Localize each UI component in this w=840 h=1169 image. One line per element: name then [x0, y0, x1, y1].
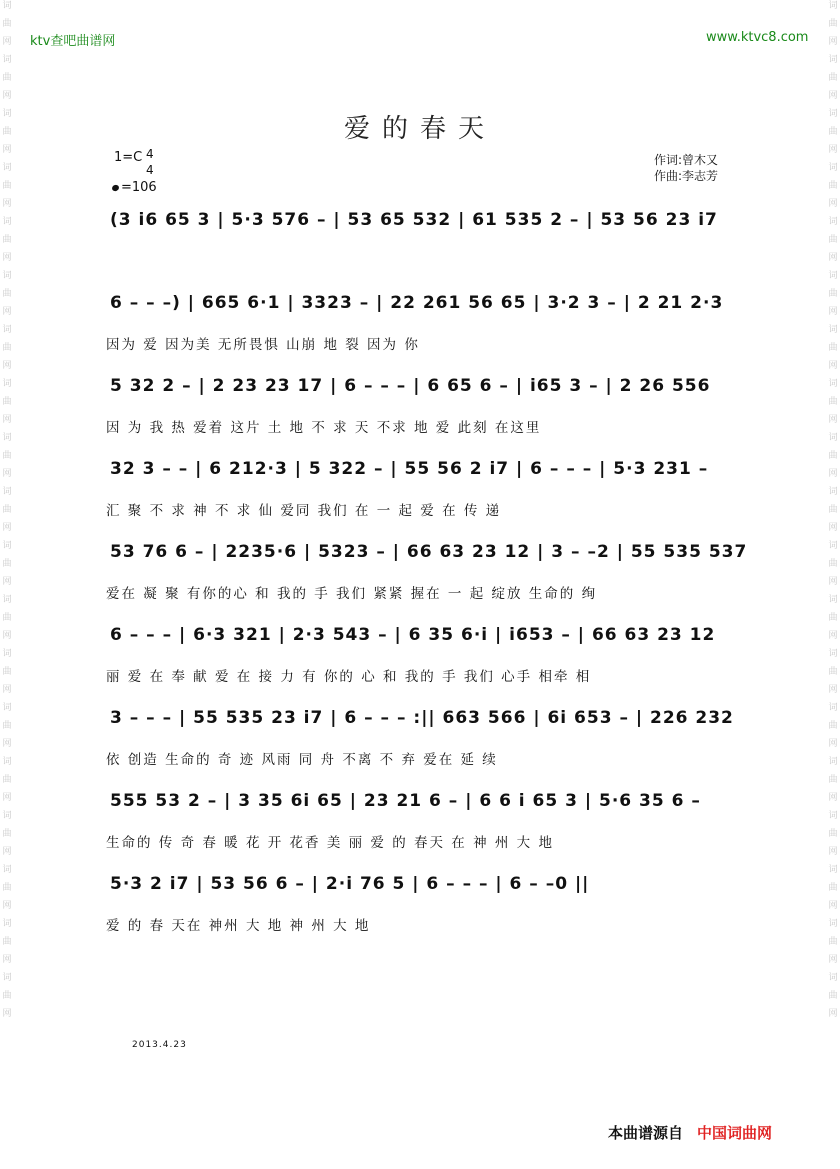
watermark-char: 曲	[2, 127, 12, 137]
watermark-char: 曲	[828, 181, 838, 191]
watermark-char: 词	[2, 1, 12, 11]
watermark-char: 词	[2, 919, 12, 929]
watermark-char: 词	[828, 811, 838, 821]
watermark-char: 曲	[828, 775, 838, 785]
watermark-char: 网	[2, 145, 12, 155]
watermark-char: 网	[828, 523, 838, 533]
notation-line	[106, 370, 754, 400]
watermark-char: 词	[828, 595, 838, 605]
watermark-strip-right	[826, 0, 840, 1169]
watermark-char: 曲	[828, 613, 838, 623]
watermark-char: 网	[2, 901, 12, 911]
credits	[654, 152, 718, 184]
watermark-char: 网	[2, 685, 12, 695]
watermark-char: 网	[828, 955, 838, 965]
watermark-char: 网	[2, 523, 12, 533]
notation-line	[106, 619, 754, 649]
time-numerator: 4	[146, 147, 154, 161]
watermark-char: 词	[2, 865, 12, 875]
watermark-char: 词	[2, 757, 12, 767]
watermark-char: 词	[828, 757, 838, 767]
lyric-line: 因 为 我 热 爱着 这片 土 地 不 求 天 不求 地 爱 此刻 在这里	[106, 420, 542, 436]
watermark-char: 曲	[2, 289, 12, 299]
notation-text: 6 – – – | 6·3 321 | 2·3 543 – | 6 35 6·i | i653 – | 66 63 23 12	[110, 625, 716, 645]
watermark-char: 词	[2, 325, 12, 335]
watermark-char: 曲	[828, 559, 838, 569]
watermark-char: 曲	[2, 343, 12, 353]
watermark-char: 曲	[2, 883, 12, 893]
watermark-char: 网	[828, 91, 838, 101]
watermark-char: 曲	[2, 721, 12, 731]
lyric-line: 爱 的 春 天在 神州 大 地 神 州 大 地	[106, 918, 371, 934]
notation-text: 53 76 6 – | 2235·6 | 5323 – | 66 63 23 12 | 3 – –2 | 55 535 537	[110, 542, 748, 562]
watermark-char: 曲	[2, 937, 12, 947]
notation-line	[106, 785, 754, 815]
watermark-char: 词	[2, 55, 12, 65]
watermark-char: 网	[828, 577, 838, 587]
watermark-char: 词	[2, 433, 12, 443]
watermark-strip-left	[0, 0, 14, 1169]
site-name-left: ktv查吧曲谱网	[30, 34, 116, 49]
watermark-char: 曲	[2, 73, 12, 83]
watermark-char: 曲	[2, 991, 12, 1001]
watermark-char: 词	[828, 865, 838, 875]
watermark-char: 词	[2, 973, 12, 983]
source-label: 本曲谱源自	[608, 1124, 684, 1142]
watermark-char: 词	[2, 811, 12, 821]
watermark-char: 网	[828, 37, 838, 47]
watermark-char: 曲	[828, 235, 838, 245]
watermark-char: 曲	[2, 829, 12, 839]
composer: 作曲:李志芳	[654, 169, 719, 183]
notation-text: 5 32 2 – | 2 23 23 17 | 6 – – – | 6 65 6 – | i65 3 – | 2 26 556	[110, 376, 711, 396]
watermark-char: 曲	[2, 397, 12, 407]
watermark-char: 网	[2, 793, 12, 803]
lyric-line: 爱在 凝 聚 有你的心 和 我的 手 我们 紧紧 握在 一 起 绽放 生命的 绚	[106, 586, 598, 602]
source-footer	[608, 1122, 772, 1143]
watermark-char: 曲	[828, 19, 838, 29]
watermark-char: 网	[828, 253, 838, 263]
watermark-char: 曲	[2, 235, 12, 245]
watermark-char: 曲	[828, 667, 838, 677]
notation-text: 3 – – – | 55 535 23 i7 | 6 – – – :|| 663 566 | 6i 653 – | 226 232	[110, 708, 734, 728]
watermark-char: 网	[2, 415, 12, 425]
notation-text: 6 – – –) | 665 6·1 | 3323 – | 22 261 56 65 | 3·2 3 – | 2 21 2·3	[110, 293, 724, 313]
watermark-char: 网	[2, 631, 12, 641]
notation-text: 32 3 – – | 6 212·3 | 5 322 – | 55 56 2 i7 | 6 – – – | 5·3 231 –	[110, 459, 709, 479]
key-signature: 1=C	[114, 150, 143, 165]
lyric-line: 生命的 传 奇 春 暖 花 开 花香 美 丽 爱 的 春天 在 神 州 大 地	[106, 835, 554, 851]
watermark-char: 曲	[828, 451, 838, 461]
watermark-char: 曲	[2, 505, 12, 515]
watermark-char: 词	[828, 55, 838, 65]
watermark-char: 词	[828, 109, 838, 119]
watermark-char: 词	[2, 217, 12, 227]
watermark-char: 曲	[828, 883, 838, 893]
lyric-line: 因为 爱 因为美 无所畏惧 山崩 地 裂 因为 你	[106, 337, 420, 353]
watermark-char: 曲	[2, 451, 12, 461]
watermark-char: 网	[2, 91, 12, 101]
watermark-char: 网	[2, 37, 12, 47]
watermark-char: 网	[828, 901, 838, 911]
watermark-char: 词	[2, 163, 12, 173]
site-url-right: www.ktvc8.com	[706, 30, 809, 45]
watermark-char: 网	[2, 739, 12, 749]
watermark-char: 网	[2, 955, 12, 965]
watermark-char: 曲	[2, 775, 12, 785]
notation-text: 5·3 2 i7 | 53 56 6 – | 2·i 76 5 | 6 – – – | 6 – –0 ||	[110, 874, 590, 894]
notation-line	[106, 453, 754, 483]
watermark-char: 网	[2, 253, 12, 263]
lyric-line: 依 创造 生命的 奇 迹 风雨 同 舟 不离 不 弃 爱在 延 续	[106, 752, 498, 768]
watermark-char: 曲	[828, 343, 838, 353]
watermark-char: 网	[828, 145, 838, 155]
watermark-char: 词	[828, 217, 838, 227]
watermark-char: 曲	[2, 19, 12, 29]
watermark-char: 曲	[2, 181, 12, 191]
notation-line	[106, 287, 754, 317]
watermark-char: 网	[828, 361, 838, 371]
notation-line	[106, 536, 754, 566]
watermark-char: 网	[828, 199, 838, 209]
watermark-char: 网	[828, 1009, 838, 1019]
watermark-char: 词	[2, 649, 12, 659]
watermark-char: 网	[828, 739, 838, 749]
watermark-char: 网	[828, 469, 838, 479]
watermark-char: 词	[2, 271, 12, 281]
quarter-note-icon	[111, 184, 120, 192]
watermark-char: 词	[828, 919, 838, 929]
watermark-char: 网	[2, 577, 12, 587]
watermark-char: 网	[2, 847, 12, 857]
watermark-char: 词	[2, 703, 12, 713]
watermark-char: 曲	[828, 829, 838, 839]
watermark-char: 词	[828, 163, 838, 173]
watermark-char: 词	[2, 379, 12, 389]
source-brand[interactable]: 中国词曲网	[697, 1124, 773, 1142]
watermark-char: 词	[2, 487, 12, 497]
watermark-char: 网	[828, 685, 838, 695]
notation-line	[106, 702, 754, 732]
notation-text: 555 53 2 – | 3 35 6i 65 | 23 21 6 – | 6 6 i 65 3 | 5·6 35 6 –	[110, 791, 701, 811]
watermark-char: 网	[828, 415, 838, 425]
watermark-char: 曲	[828, 721, 838, 731]
date: 2013.4.23	[132, 1040, 187, 1050]
watermark-char: 词	[2, 109, 12, 119]
watermark-char: 曲	[828, 937, 838, 947]
watermark-char: 词	[828, 379, 838, 389]
notation-line	[106, 868, 754, 898]
watermark-char: 曲	[828, 397, 838, 407]
watermark-char: 曲	[2, 613, 12, 623]
watermark-char: 词	[2, 595, 12, 605]
watermark-char: 网	[2, 307, 12, 317]
watermark-char: 词	[2, 541, 12, 551]
watermark-char: 网	[2, 199, 12, 209]
watermark-char: 曲	[828, 127, 838, 137]
watermark-char: 曲	[828, 289, 838, 299]
watermark-char: 网	[828, 307, 838, 317]
watermark-char: 网	[828, 847, 838, 857]
watermark-char: 词	[828, 541, 838, 551]
lyric-line: 丽 爱 在 奉 献 爱 在 接 力 有 你的 心 和 我的 手 我们 心手 相牵 相	[106, 669, 592, 685]
time-signature	[146, 146, 154, 178]
watermark-char: 曲	[828, 505, 838, 515]
song-title: 爱的春天	[343, 114, 496, 144]
tempo-value: =106	[121, 180, 157, 195]
watermark-char: 词	[828, 271, 838, 281]
notation-line	[106, 204, 754, 234]
watermark-char: 词	[828, 973, 838, 983]
watermark-char: 网	[2, 1009, 12, 1019]
time-denominator: 4	[146, 163, 154, 177]
watermark-char: 曲	[828, 73, 838, 83]
notation-text: (3 i6 65 3 | 5·3 576 – | 53 65 532 | 61 535 2 – | 53 56 23 i7	[110, 210, 718, 230]
watermark-char: 网	[2, 361, 12, 371]
watermark-char: 词	[828, 325, 838, 335]
watermark-char: 网	[828, 631, 838, 641]
watermark-char: 词	[828, 487, 838, 497]
watermark-char: 网	[2, 469, 12, 479]
tempo-marking	[112, 180, 157, 195]
watermark-char: 词	[828, 433, 838, 443]
watermark-char: 网	[828, 793, 838, 803]
lyric-line: 汇 聚 不 求 神 不 求 仙 爱同 我们 在 一 起 爱 在 传 递	[106, 503, 502, 519]
lyricist: 作词:曾木又	[654, 153, 719, 167]
watermark-char: 曲	[2, 667, 12, 677]
watermark-char: 曲	[828, 991, 838, 1001]
watermark-char: 词	[828, 1, 838, 11]
watermark-char: 曲	[2, 559, 12, 569]
watermark-char: 词	[828, 703, 838, 713]
watermark-char: 词	[828, 649, 838, 659]
